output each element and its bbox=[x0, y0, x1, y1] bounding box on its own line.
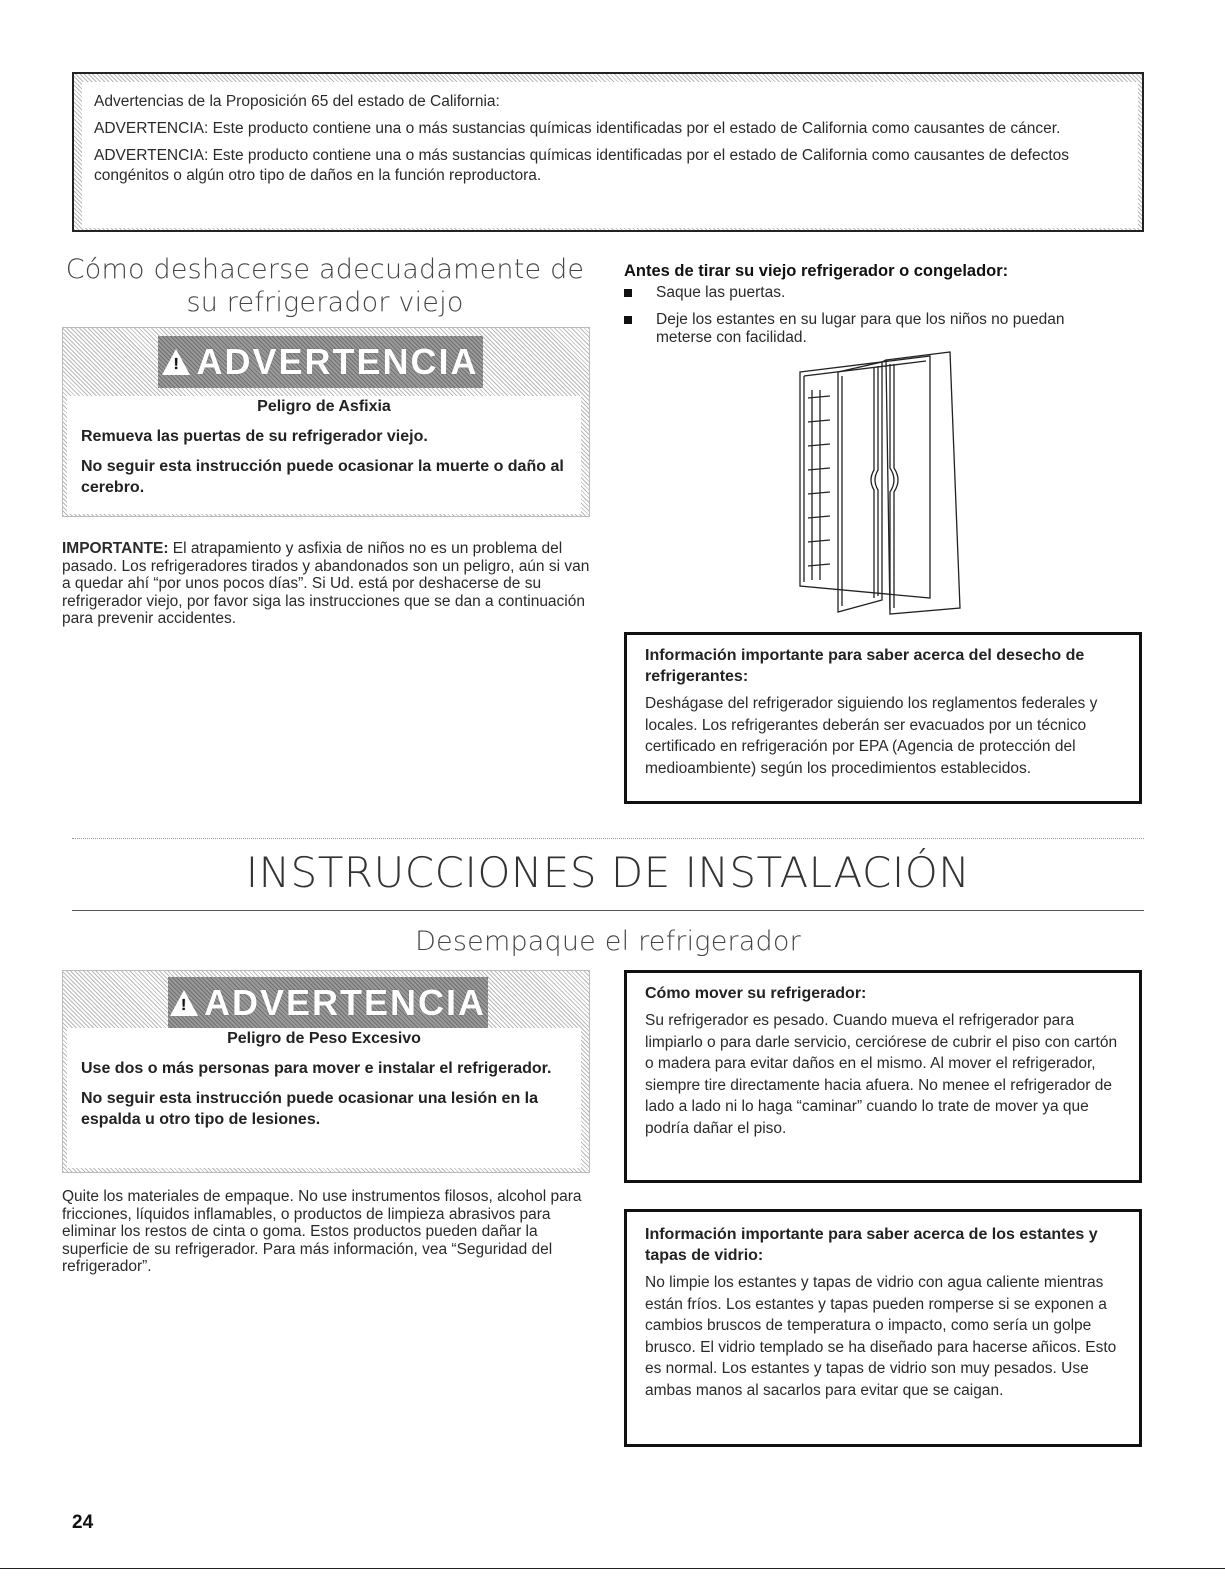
info-box-text: No limpie los estantes y tapas de vidrio con agua caliente mientras están fríos. Los estantes y tapas pueden romperse si se exponen a cambios bruscos de temperatura o impacto, como sería un golpe brusco. El vidrio templado se ha diseñado para hacerse añicos. Esto es normal. Los estantes y tapas de vidrio son muy pesados. Use ambas manos al sacarlos para evitar que se caigan. bbox=[645, 1274, 1117, 1399]
list-item bbox=[624, 284, 1124, 302]
warning-banner-label: ADVERTENCIA bbox=[203, 982, 486, 1023]
warning-banner-label: ADVERTENCIA bbox=[196, 341, 479, 382]
info-box-text: Su refrigerador es pesado. Cuando mueva el refrigerador para limpiarlo o para darle servicio, cerciórese de cubrir el piso con cartón o madera para evitar daños en el mismo. Al mover el refrigerador, siempre tire directamente hacia afuera. No menee el refrigerador de lado a lado ni lo haga “caminar” cuando lo trate de mover ya que podría dañar el piso. bbox=[645, 1012, 1118, 1137]
prop65-cancer-warning: ADVERTENCIA: Este producto contiene una o más sustancias químicas identificadas por el estado de California como causantes de cáncer. bbox=[94, 120, 1061, 137]
list-item-text: Saque las puertas. bbox=[656, 284, 786, 301]
warning-hazard: Peligro de Peso Excesivo bbox=[227, 1030, 421, 1047]
warning-body bbox=[67, 1028, 581, 1168]
info-box-title: Cómo mover su refrigerador: bbox=[645, 985, 867, 1002]
moving-refrigerator-info-box bbox=[624, 970, 1142, 1183]
page-bottom-edge bbox=[0, 1568, 1225, 1569]
info-box-text: Deshágase del refrigerador siguiendo los reglamentos federales y locales. Los refrigerantes deberán ser evacuados por un técnico certificado en refrigeración por EPA (Agencia de protección del medioambiente) según los procedimientos establecidos. bbox=[645, 695, 1098, 777]
before-disposal-heading: Antes de tirar su viejo refrigerador o congelador: bbox=[624, 262, 1009, 280]
refrigerator-doors-removed-illustration bbox=[790, 350, 965, 620]
warning-banner bbox=[158, 336, 483, 388]
warning-consequence: No seguir esta instrucción puede ocasionar una lesión en la espalda u otro tipo de lesiones. bbox=[81, 1090, 539, 1128]
important-paragraph bbox=[62, 540, 592, 628]
refrigerant-disposal-info-box bbox=[624, 632, 1142, 804]
prop65-content bbox=[82, 82, 1138, 228]
warning-banner bbox=[168, 977, 488, 1029]
warning-consequence: No seguir esta instrucción puede ocasionar la muerte o daño al cerebro. bbox=[81, 458, 564, 496]
suffocation-warning-box bbox=[62, 327, 590, 517]
page-number: 24 bbox=[72, 1512, 94, 1533]
disposal-section-heading: Cómo deshacerse adecuadamente de su refrigerador viejo bbox=[65, 254, 585, 318]
important-label: IMPORTANTE: bbox=[62, 540, 169, 557]
list-item-text: Deje los estantes en su lugar para que los niños no puedan meterse con facilidad. bbox=[656, 311, 1065, 346]
important-text: El atrapamiento y asfixia de niños no es un problema del pasado. Los refrigeradores tirados y abandonados son un peligro, aún si van a quedar ahí “por unos pocos días”. Si Ud. está por deshacerse de su refrigerador viejo, por favor siga las instrucciones que se dan a continuación para prevenir accidentes. bbox=[62, 540, 590, 627]
info-box-title: Información importante para saber acerca de los estantes y tapas de vidrio: bbox=[645, 1226, 1098, 1264]
section-divider bbox=[72, 838, 1144, 841]
bullet-square-icon bbox=[624, 316, 632, 324]
glass-shelves-info-box bbox=[624, 1209, 1142, 1447]
installation-heading: INSTRUCCIONES DE INSTALACIÓN bbox=[245, 848, 971, 897]
prop65-birth-defect-warning: ADVERTENCIA: Este producto contiene una o más sustancias químicas identificadas por el estado de California como causantes de defectos congénitos o algún otro tipo de daños en la función reproductora. bbox=[94, 147, 1070, 184]
warning-instruction: Remueva las puertas de su refrigerador viejo. bbox=[81, 428, 428, 445]
unpack-subheading: Desempaque el refrigerador bbox=[415, 926, 801, 957]
prop65-warning-box bbox=[72, 72, 1144, 232]
bullet-square-icon bbox=[624, 289, 632, 297]
warning-body bbox=[67, 396, 581, 514]
warning-hazard: Peligro de Asfixia bbox=[257, 398, 391, 415]
info-box-title: Información importante para saber acerca del desecho de refrigerantes: bbox=[645, 647, 1085, 685]
warning-triangle-icon: ! bbox=[170, 990, 198, 1016]
before-disposal-list bbox=[624, 284, 1124, 356]
warning-triangle-icon: ! bbox=[162, 349, 190, 375]
unpack-paragraph: Quite los materiales de empaque. No use instrumentos filosos, alcohol para fricciones, líquidos inflamables, o productos de limpieza abrasivos para eliminar los restos de cinta o goma. Estos productos pueden dañar la superficie de su refrigerador. Para más información, vea “Seguridad del refrigerador”. bbox=[62, 1188, 582, 1275]
prop65-intro: Advertencias de la Proposición 65 del estado de California: bbox=[94, 93, 500, 110]
heading-underline bbox=[72, 910, 1144, 911]
list-item bbox=[624, 311, 1124, 347]
warning-instruction: Use dos o más personas para mover e instalar el refrigerador. bbox=[81, 1060, 552, 1077]
excessive-weight-warning-box bbox=[62, 970, 590, 1173]
